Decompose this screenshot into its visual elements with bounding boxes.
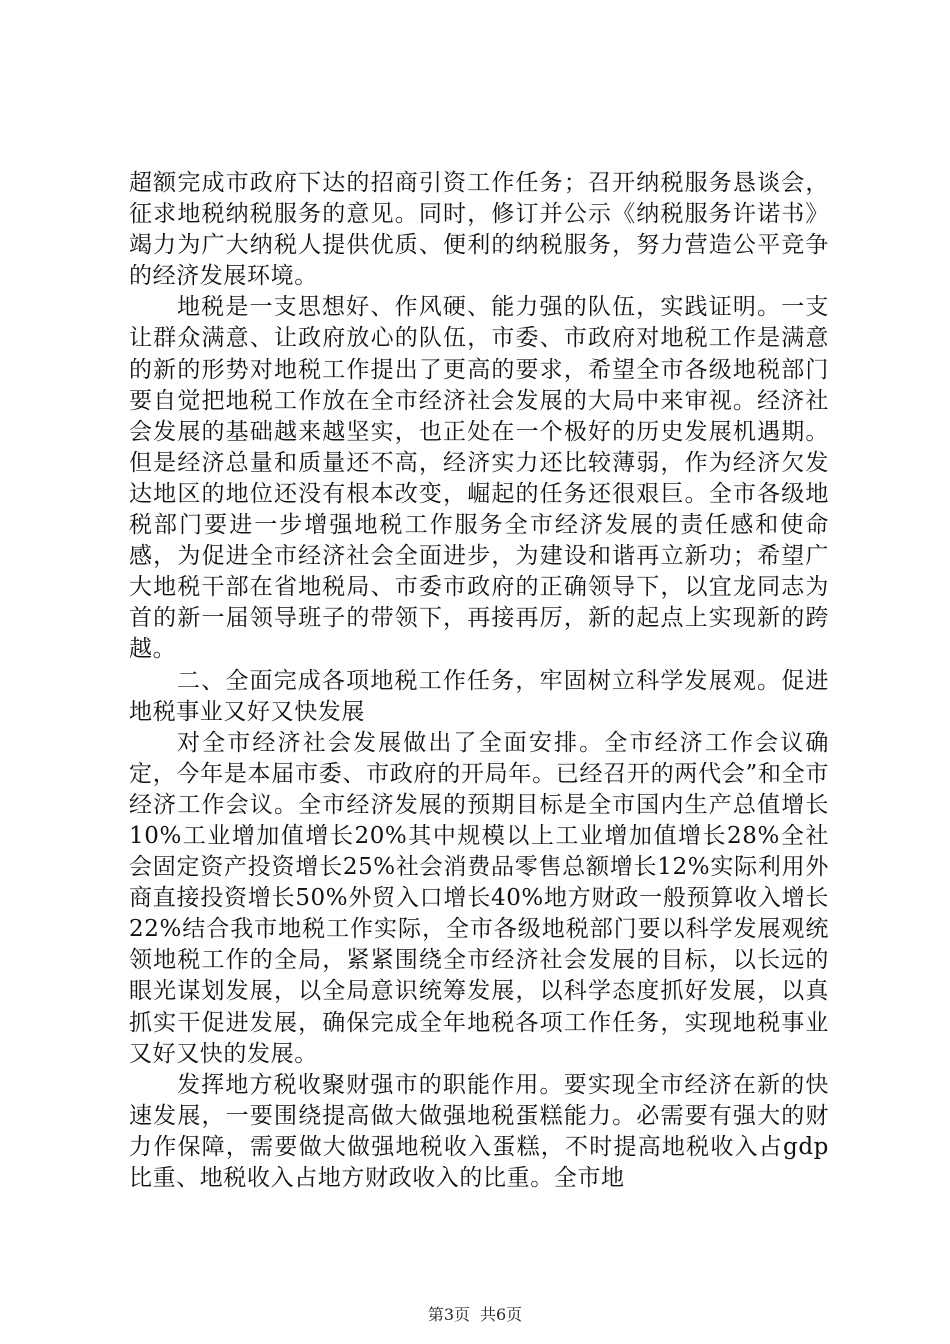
section-heading: 二、全面完成各项地税工作任务，牢固树立科学发展观。促进地税事业又好又快发展 (129, 667, 829, 725)
paragraph-1: 超额完成市政府下达的招商引资工作任务；召开纳税服务恳谈会，征求地税纳税服务的意见。同时，修订并公示《纳税服务许诺书》竭力为广大纳税人提供优质、便利的纳税服务，努力营造公平竞争的经济发展环境。 (129, 170, 829, 290)
page-total: 共6页 (480, 1305, 523, 1324)
paragraph-2: 地税是一支思想好、作风硬、能力强的队伍，实践证明。一支让群众满意、让政府放心的队伍，市委、市政府对地税工作是满意的新的形势对地税工作提出了更高的要求，希望全市各级地税部门要自觉把地税工作放在全市经济社会发展的大局中来审视。经济社会发展的基础越来越坚实，也正处在一个极好的历史发展机遇期。但是经济总量和质量还不高，经济实力还比较薄弱，作为经济欠发达地区的地位还没有根本改变，崛起的任务还很艰巨。全市各级地税部门要进一步增强地税工作服务全市经济发展的责任感和使命感，为促进全市经济社会全面进步，为建设和谐再立新功；希望广大地税干部在省地税局、市委市政府的正确领导下，以宜龙同志为首的新一届领导班子的带领下，再接再厉，新的起点上实现新的跨越。 (129, 294, 829, 663)
page-number: 第3页 (427, 1305, 470, 1324)
document-body (129, 168, 829, 1194)
paragraph-4: 发挥地方税收聚财强市的职能作用。要实现全市经济在新的快速发展，一要围绕提高做大做强地税蛋糕能力。必需要有强大的财力作保障，需要做大做强地税收入蛋糕，不时提高地税收入占gdp比重、地税收入占地方财政收入的比重。全市地 (129, 1071, 829, 1191)
paragraph-3: 对全市经济社会发展做出了全面安排。全市经济工作会议确定，今年是本届市委、市政府的开局年。已经召开的两代会”和全市经济工作会议。全市经济发展的预期目标是全市国内生产总值增长10%工业增加值增长20%其中规模以上工业增加值增长28%全社会固定资产投资增长25%社会消费品零售总额增长12%实际利用外商直接投资增长50%外贸入口增长40%地方财政一般预算收入增长22%结合我市地税工作实际，全市各级地税部门要以科学发展观统领地税工作的全局，紧紧围绕全市经济社会发展的目标，以长远的眼光谋划发展，以全局意识统筹发展，以科学态度抓好发展，以真抓实干促进发展，确保完成全年地税各项工作任务，实现地税事业又好又快的发展。 (129, 729, 829, 1067)
page-footer (0, 1305, 950, 1325)
